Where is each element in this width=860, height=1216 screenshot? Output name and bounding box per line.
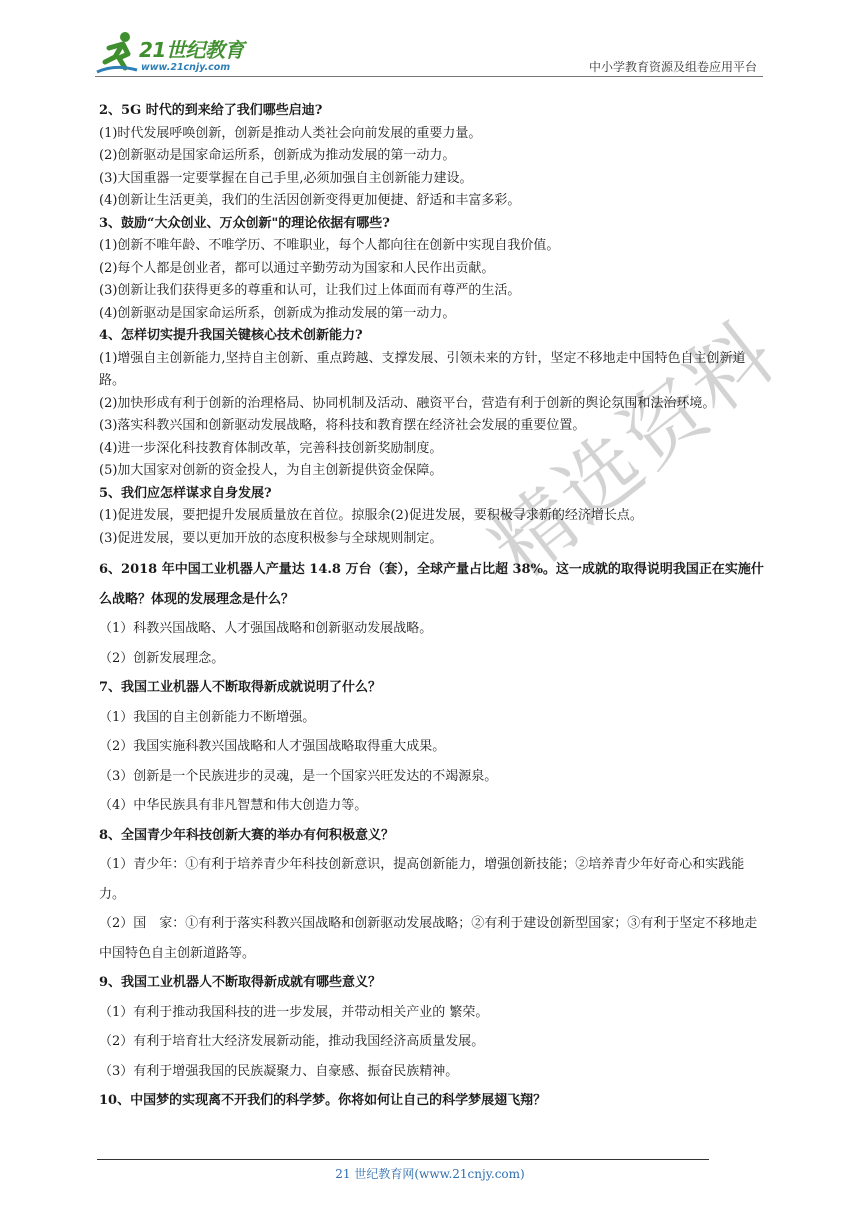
page-header: [95, 30, 763, 80]
answer-line: (5)加大国家对创新的资金投人，为自主创新提供资金保障。: [99, 463, 443, 478]
question-block: [99, 483, 765, 551]
question-title: 3、鼓励“大众创业、万众创新"的理论依据有哪些?: [99, 215, 390, 231]
question-title: 5、我们应怎样谋求自身发展?: [99, 485, 272, 501]
answer-line: （4）中华民族具有非凡智慧和伟大创造力等。: [99, 798, 368, 813]
watermark-char: 资: [603, 361, 727, 487]
watermark-char: 精: [473, 471, 597, 597]
question-block: [99, 555, 765, 673]
question-block: [99, 821, 765, 969]
question-block: [99, 213, 765, 326]
logo-text: 21世纪教育: [139, 38, 244, 62]
answer-line: (1)时代发展呼唤创新，创新是推动人类社会向前发展的重要力量。: [99, 125, 482, 141]
header-divider: [95, 76, 763, 77]
question-block: [99, 968, 765, 1086]
question-block: [99, 1086, 765, 1116]
page-footer[interactable]: 21 世纪教育网(www.21cnjy.com): [335, 1167, 525, 1181]
logo-url: www.21cnjy.com: [141, 62, 231, 73]
answer-line: (4)创新让生活更美，我们的生活因创新变得更加便捷、舒适和丰富多彩。: [99, 193, 521, 208]
question-block: [99, 100, 765, 213]
question-title: 8、全国青少年科技创新大赛的举办有何积极意义？: [99, 827, 395, 843]
question-title: 10、中国梦的实现离不开我们的科学梦。你将如何让自己的科学梦展翅飞翔？: [99, 1093, 547, 1108]
document-body: [99, 100, 765, 1116]
answer-line: （2）我国实施科教兴国战略和人才强国战略取得重大成果。: [99, 739, 446, 754]
answer-line: （3）有利于增强我国的民族凝聚力、自豪感、振奋民族精神。: [99, 1063, 459, 1079]
answer-line: （1）我国的自主创新能力不断增强。: [99, 709, 316, 725]
answer-line: (3)落实科教兴国和创新驱动发展战略，将科技和教育摆在经济社会发展的重要位置。: [99, 418, 586, 433]
answer-line: (3)大国重器一定要掌握在自己手里,必须加强自主创新能力建设。: [99, 170, 473, 186]
answer-line: (4)创新驱动是国家命运所系，创新成为推动发展的第一动力。: [99, 305, 456, 321]
answer-line: (2)创新驱动是国家命运所系，创新成为推动发展的第一动力。: [99, 148, 456, 163]
answer-line: （3）创新是一个民族进步的灵魂，是一个国家兴旺发达的不竭源泉。: [99, 768, 498, 784]
question-title: 7、我国工业机器人不断取得新成就说明了什么？: [99, 680, 382, 695]
answer-line: （2）创新发展理念。: [99, 650, 225, 666]
site-logo[interactable]: [95, 30, 275, 78]
question-block: [99, 325, 765, 483]
answer-line: (3)促进发展，要以更加开放的态度积极参与全球规则制定。: [99, 530, 443, 546]
watermark-char: 料: [668, 306, 792, 432]
answer-line: （2）有利于培育壮大经济发展新动能，推动我国经济高质量发展。: [99, 1034, 485, 1049]
answer-line: (4)进一步深化科技教育体制改革，完善科技创新奖励制度。: [99, 440, 443, 456]
question-title: 6、2018 年中国工业机器人产量达 14.8 万台（套），全球产量占比超 38%。这一成就的取得说明我国正在实施什么战略？体现的发展理念是什么？: [99, 562, 764, 607]
question-block: [99, 673, 765, 821]
answer-line: （2）国 家：①有利于落实科教兴国战略和创新驱动发展战略；②有利于建设创新型国家；③有利于坚定不移地走中国特色自主创新道路等。: [99, 916, 758, 961]
answer-line: (1)创新不唯年龄、不唯学历、不唯职业，每个人都向往在创新中实现自我价值。: [99, 238, 560, 253]
footer-divider: [97, 1159, 709, 1160]
platform-title: 中小学教育资源及组卷应用平台: [588, 60, 757, 74]
answer-line: （1）青少年：①有利于培养青少年科技创新意识，提高创新能力，增强创新技能；②培养青少年好奇心和实践能力。: [99, 857, 745, 902]
answer-line: （1）科教兴国战略、人才强国战略和创新驱动发展战略。: [99, 621, 433, 636]
question-title: 2、5G 时代的到来给了我们哪些启迪?: [99, 103, 323, 118]
answer-line: (1)促进发展，要把提升发展质量放在首位。掠服余(2)促进发展，要积极寻求新的经济增长点。: [99, 508, 643, 523]
answer-line: (1)增强自主创新能力,坚持自主创新、重点跨越、支撑发展、引领未来的方针，坚定不移地走中国特色自主创新道路。: [99, 350, 746, 388]
answer-line: (3)创新让我们获得更多的尊重和认可，让我们过上体面而有尊严的生活。: [99, 283, 521, 298]
runner-logo-icon: [95, 30, 139, 74]
question-title: 9、我国工业机器人不断取得新成就有哪些意义？: [99, 975, 382, 990]
answer-line: （1）有利于推动我国科技的进一步发展，并带动相关产业的 繁荣。: [99, 1004, 489, 1020]
answer-line: (2)加快形成有利于创新的治理格局、协同机制及活动、融资平台，营造有利于创新的舆论氛围和法治环境。: [99, 395, 716, 411]
question-title: 4、怎样切实提升我国关键核心技术创新能力?: [99, 328, 363, 343]
answer-line: (2)每个人都是创业者，都可以通过辛勤劳动为国家和人民作出贡献。: [99, 260, 495, 276]
watermark-char: 选: [538, 416, 662, 542]
